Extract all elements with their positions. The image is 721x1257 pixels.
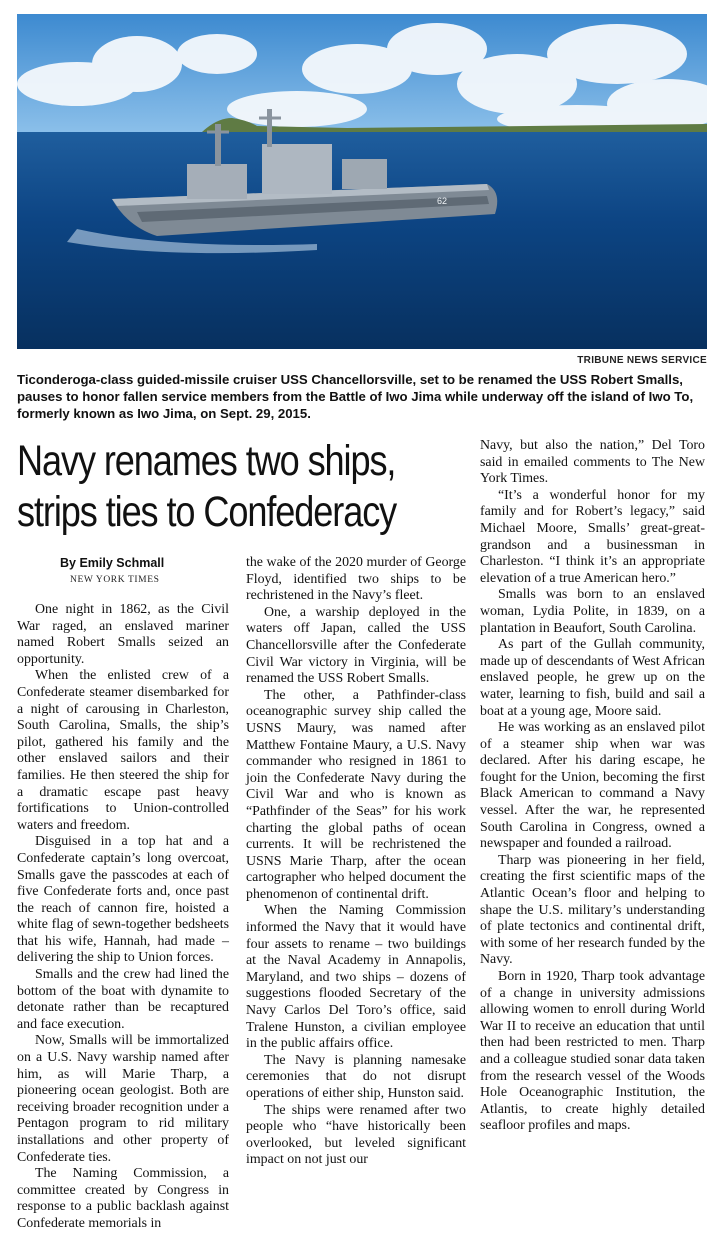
byline: By Emily Schmall [60, 556, 165, 570]
paragraph: The Navy is planning namesake ceremonies that do not disrupt operations of either ship, Hunston said. [246, 1052, 466, 1101]
paragraph: When the Naming Commission informed the Navy that it would have four assets to rename – two buildings at the Naval Academy in Annapolis, Maryland, and two ships – dozens of suggestions flooded Secretary of the Navy Carlos Del Toro’s office, said Tralene Hunston, a civilian employee in the public affairs office. [246, 903, 466, 1052]
paragraph: The other, a Pathfinder-class oceanographic survey ship called the USNS Maury, was named after Matthew Fontaine Maury, a U.S. Navy commander who resigned in 1861 to join the Confederate Navy during the Civil War and who is known as “Pathfinder of the Seas” for his work charting the global paths of ocean currents. It will be rechristened the USNS Marie Tharp, after the ocean cartographer who helped document the phenomenon of continental drift. [246, 687, 466, 902]
hull-number: 62 [437, 196, 448, 206]
paragraph: The Naming Commission, a committee created by Congress in response to a public backlash against Confederate memorials in [17, 1166, 229, 1231]
paragraph: the wake of the 2020 murder of George Floyd, identified two ships to be rechristened in the Navy’s fleet. [246, 555, 466, 604]
photo-credit: TRIBUNE NEWS SERVICE [577, 355, 707, 366]
column-2 [246, 555, 466, 1169]
paragraph: Navy, but also the nation,” Del Toro said in emailed comments to The New York Times. [480, 438, 705, 487]
column-3 [480, 438, 705, 1135]
paragraph: Tharp was pioneering in her field, creating the first scientific maps of the Atlantic Ocean’s floor and helping to shape the U.S. military’s understanding of plate tectonics and continental drift, with some of her research funded by the Navy. [480, 852, 705, 968]
paragraph: As part of the Gullah community, made up of descendants of West African enslaved people, he grew up on the water, learning to fish, build and sail a boat at a young age, Moore said. [480, 637, 705, 719]
agency: NEW YORK TIMES [70, 575, 160, 585]
paragraph: Smalls was born to an enslaved woman, Lydia Polite, in 1839, on a plantation in Beaufort, South Carolina. [480, 587, 705, 636]
photo-caption: Ticonderoga-class guided-missile cruiser USS Chancellorsville, set to be renamed the USS Robert Smalls, pauses to honor fallen service members from the Battle of Iwo Jima while underway off the island of Iwo To, formerly known as Iwo Jima, on Sept. 29, 2015. [17, 372, 694, 421]
paragraph: One night in 1862, as the Civil War raged, an enslaved mariner named Robert Smalls seized an opportunity. [17, 602, 229, 667]
paragraph: The ships were renamed after two people who “have historically been overlooked, but leveled significant impact on not just our [246, 1102, 466, 1168]
paragraph: Born in 1920, Tharp took advantage of a change in university admissions allowing women to enroll during World War II to receive an education that until then had been restricted to men. Tharp and a colleague studied sonar data taken from the research vessel of the Woods Hole Oceanographic Institution, the Atlantis, to create highly detailed seafloor profiles and maps. [480, 969, 705, 1134]
headline-line-1: Navy renames two ships, [17, 437, 396, 485]
ship-illustration [17, 14, 707, 349]
headline-line-2: strips ties to Confederacy [17, 488, 397, 536]
paragraph: Smalls and the crew had lined the bottom of the boat with dynamite to detonate rather than be recaptured and face execution. [17, 967, 229, 1032]
headline [17, 436, 399, 538]
paragraph: When the enlisted crew of a Confederate steamer disembarked for a night of carousing in Charleston, South Carolina, Smalls, the ship’s pilot, gathered his family and the other enslaved sailors and their families. He then steered the ship for a dramatic escape past heavy fortifications to Union-controlled waters and freedom. [17, 668, 229, 833]
paragraph: He was working as an enslaved pilot of a steamer ship when war was declared. After his daring escape, he fought for the Union, becoming the first Black American to command a Navy vessel. After the war, he represented South Carolina in Congress, owned a newspaper and founded a railroad. [480, 720, 705, 852]
paragraph: Now, Smalls will be immortalized on a U.S. Navy warship named after him, as will Marie Tharp, a pioneering ocean geologist. Both are receiving broader recognition under a Pentagon program to rid military installations and other property of Confederate ties. [17, 1033, 229, 1165]
paragraph: One, a warship deployed in the waters off Japan, called the USS Chancellorsville after the Confederate Civil War victory in Virginia, will be renamed the USS Robert Smalls. [246, 604, 466, 687]
paragraph: Disguised in a top hat and a Confederate captain’s long overcoat, Smalls gave the passcodes at each of five Confederate forts and, once past the reach of cannon fire, hoisted a white flag of sewn-together bedsheets that his wife, Hannah, had made – delivering the ship to Union forces. [17, 834, 229, 966]
column-1 [17, 602, 229, 1233]
paragraph: “It’s a wonderful honor for my family and for Robert’s legacy,” said Michael Moore, Smalls’ great-great-grandson and a businessman in Charleston. “I think it’s an appropriate elevation of a true American hero.” [480, 487, 705, 586]
ship-photo [17, 14, 707, 349]
